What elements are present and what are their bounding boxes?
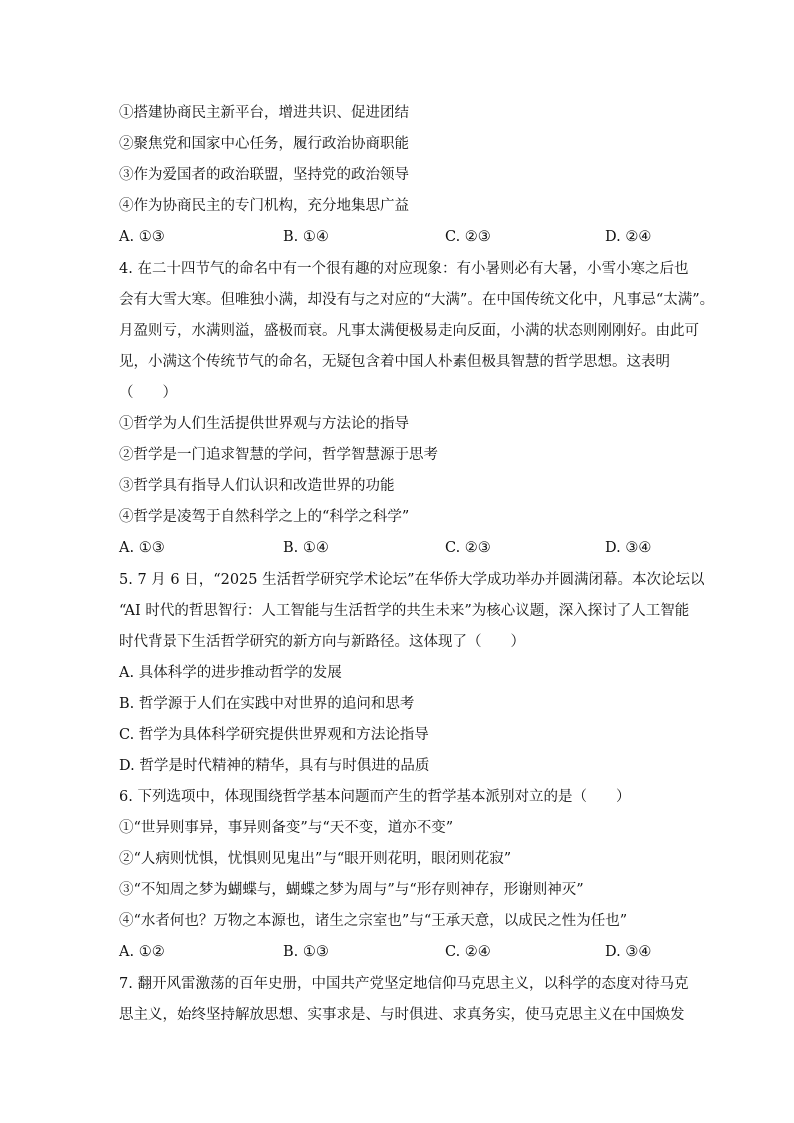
- q5-choice-a: A. 具体科学的进步推动哲学的发展: [119, 665, 342, 681]
- q4-option-a: A. ①③: [119, 540, 165, 556]
- q6-item-2: ②“人病则忧惧，忧惧则见鬼出”与“眼开则花明，眼闭则花寂”: [119, 851, 512, 867]
- q4-item-4: ④哲学是凌驾于自然科学之上的“科学之科学”: [119, 509, 410, 525]
- q3-options: [119, 227, 679, 247]
- q4-stem-4: 见，小满这个传统节气的命名，无疑包含着中国人朴素但极具智慧的哲学思想。这表明: [119, 354, 670, 370]
- q5-choice-d: D. 哲学是时代精神的精华，具有与时俱进的品质: [119, 758, 430, 774]
- q3-option-d: D. ②④: [605, 229, 652, 245]
- q7-stem-1: 7. 翻开风雷激荡的百年史册，中国共产党坚定地信仰马克思主义，以科学的态度对待马克: [119, 976, 689, 992]
- q4-stem-2: 会有大雪大寒。但唯独小满，却没有与之对应的“大满”。在中国传统文化中，凡事忌“太满”。: [119, 292, 715, 308]
- q4-item-1: ①哲学为人们生活提供世界观与方法论的指导: [119, 416, 409, 432]
- q3-item-2: ②聚焦党和国家中心任务，履行政治协商职能: [119, 136, 409, 152]
- q5-stem-3: 时代背景下生活哲学研究的新方向与新路径。这体现了（ ）: [119, 634, 525, 650]
- q5-stem-1: 5. 7 月 6 日，“2025 生活哲学研究学术论坛”在华侨大学成功举办并圆满闭幕。本次论坛以: [119, 572, 705, 588]
- q4-stem-3: 月盈则亏，水满则溢，盛极而衰。凡事太满便极易走向反面，小满的状态则刚刚好。由此可: [119, 323, 699, 339]
- q4-item-2: ②哲学是一门追求智慧的学问，哲学智慧源于思考: [119, 447, 438, 463]
- q3-item-3: ③作为爱国者的政治联盟，坚持党的政治领导: [119, 167, 409, 183]
- q4-option-d: D. ③④: [605, 540, 652, 556]
- q3-option-c: C. ②③: [445, 229, 491, 245]
- q4-option-c: C. ②③: [445, 540, 491, 556]
- q6-item-4: ④“水者何也？万物之本源也，诸生之宗室也”与“王承天意，以成民之性为任也”: [119, 913, 628, 929]
- q5-choice-c: C. 哲学为具体科学研究提供世界观和方法论指导: [119, 727, 429, 743]
- q5-stem-2: “AI 时代的哲思智行：人工智能与生活哲学的共生未来”为核心议题，深入探讨了人工智能: [119, 603, 690, 619]
- q4-option-b: B. ①④: [283, 540, 329, 556]
- q6-stem: 6. 下列选项中，体现围绕哲学基本问题而产生的哲学基本派别对立的是（ ）: [119, 789, 631, 805]
- q3-option-b: B. ①④: [283, 229, 329, 245]
- q6-options: [119, 942, 679, 962]
- q6-item-3: ③“不知周之梦为蝴蝶与，蝴蝶之梦为周与”与“形存则神存，形谢则神灭”: [119, 882, 584, 898]
- q4-item-3: ③哲学具有指导人们认识和改造世界的功能: [119, 478, 395, 494]
- q6-option-d: D. ③④: [605, 944, 652, 960]
- q4-stem-1: 4. 在二十四节气的命名中有一个很有趣的对应现象：有小暑则必有大暑，小雪小寒之后也: [119, 261, 689, 277]
- q4-options: [119, 538, 679, 558]
- q6-option-a: A. ①②: [119, 944, 165, 960]
- q5-choice-b: B. 哲学源于人们在实践中对世界的追问和思考: [119, 696, 415, 712]
- q3-option-a: A. ①③: [119, 229, 165, 245]
- q3-item-1: ①搭建协商民主新平台，增进共识、促进团结: [119, 105, 409, 121]
- q6-option-b: B. ①③: [283, 944, 329, 960]
- q6-option-c: C. ②④: [445, 944, 491, 960]
- q7-stem-2: 思主义，始终坚持解放思想、实事求是、与时俱进、求真务实，使马克思主义在中国焕发: [119, 1007, 685, 1023]
- q3-item-4: ④作为协商民主的专门机构，充分地集思广益: [119, 198, 409, 214]
- q6-item-1: ①“世异则事异，事异则备变”与“天不变，道亦不变”: [119, 820, 454, 836]
- q4-answer-blank: （ ）: [119, 385, 177, 401]
